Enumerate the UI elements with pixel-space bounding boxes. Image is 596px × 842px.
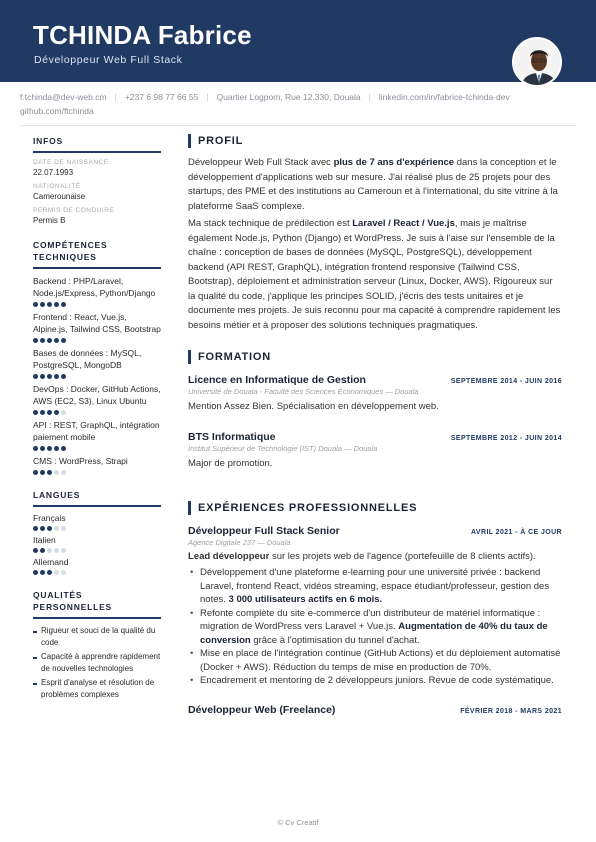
level-dot-filled (40, 338, 45, 343)
level-dots (33, 470, 161, 475)
header-divider (20, 125, 576, 126)
achievement-text: Refonte complète du site e-commerce d'un distributeur de matériel informatique : migration de WordPress vers Laravel + Vue.js. (200, 607, 541, 632)
profil-heading (188, 134, 562, 148)
profil-highlight: Laravel / React / Vue.js (352, 218, 455, 229)
level-dot-filled (47, 570, 52, 575)
quality-text: Rigueur et souci de la qualité du code (41, 626, 156, 647)
birth-value: 22.07.1993 (33, 168, 74, 177)
level-dot-filled (47, 526, 52, 531)
level-dot-filled (61, 446, 66, 451)
dash-bullet-icon (33, 631, 37, 633)
heading-accent-bar (188, 134, 191, 148)
level-dot-filled (47, 470, 52, 475)
profil-highlight: plus de 7 ans d'expérience (333, 157, 455, 168)
level-dots (33, 338, 161, 343)
level-dot-filled (33, 374, 38, 379)
license-value: Permis B (33, 216, 66, 225)
level-dot-filled (54, 446, 59, 451)
footer-credit: © Cv Creatif (277, 818, 319, 827)
infos-heading: INFOS (33, 135, 161, 153)
skill-label: CMS : WordPress, Strapi (33, 456, 128, 466)
level-dot-filled (40, 410, 45, 415)
profil-text: Ma stack technique de prédilection est (188, 218, 353, 229)
profil-text: , mais je maîtrise également Node.js, Python (Django) et WordPress. Je suis à l'aise sur l'ensemble de la chaîne : conception de bases de données (MySQL, PostgreSQL), développement backend (API REST, GraphQL), intégration frontend responsive (Tailwind CSS, Bootstrap), déploiement et administration serveur (Linux, Docker, AWS). Rigoureux sur la qualité du code, j'applique les principes SOLID, j'écris des tests unitaires et je documente mes projets. Je suis reconnu pour ma capacité à comprendre rapidement les besoins métier et à proposer des solutions techniques pragmatiques. (188, 218, 561, 331)
quality-text: Capacité à apprendre rapidement de nouvelles technologies (41, 652, 161, 673)
entry-institution: Institut Supérieur de Technologie (IST) Douala — Douala (188, 444, 378, 453)
experience-entry (188, 704, 562, 716)
achievement-text: Développement d'une plateforme e-learning pour une université privée : backend Laravel, frontend React, vidéos streaming, espace étudiant/professeur, gestion des notes. (200, 567, 550, 605)
main-content (188, 134, 562, 716)
level-dot-filled (61, 302, 66, 307)
level-dot-empty (47, 548, 52, 553)
entry-institution: Université de Douala - Faculté des Sciences Économiques — Douala (188, 387, 419, 396)
level-dot-filled (40, 446, 45, 451)
entry-date: SEPTEMBRE 2012 - JUIN 2014 (450, 435, 562, 442)
entry-title: BTS Informatique (188, 431, 276, 443)
level-dot-empty (61, 470, 66, 475)
formation-entry (188, 431, 562, 471)
language-label: Français (33, 513, 66, 523)
entry-title: Développeur Web (Freelance) (188, 703, 336, 716)
contact-info: f.tchinda@dev-web.cm | +237 6 98 77 66 55 | Quartier Logpom, Rue 12.330, Douala | linkedin.com/in/fabrice-tchinda-dev github.com/ftchinda (20, 92, 510, 116)
level-dot-empty (61, 548, 66, 553)
quality-item (33, 625, 161, 648)
nationality-label: NATIONALITÉ (33, 183, 81, 190)
level-dot-filled (61, 374, 66, 379)
language-label: Allemand (33, 557, 69, 567)
phone-text: +237 6 98 77 66 55 (124, 92, 199, 102)
level-dot-filled (40, 526, 45, 531)
skill-label: Backend : PHP/Laravel, Node.js/Express, Python/Django (33, 276, 156, 298)
level-dot-filled (33, 338, 38, 343)
language-label: Italien (33, 535, 56, 545)
entry-date: AVRIL 2021 - À CE JOUR (470, 529, 562, 536)
experience-entry (188, 525, 562, 688)
candidate-name: TCHINDA Fabrice (33, 20, 252, 50)
level-dot-empty (54, 570, 59, 575)
entry-title: Licence en Informatique de Gestion (188, 374, 366, 386)
profile-photo (512, 37, 562, 87)
level-dot-filled (54, 338, 59, 343)
level-dot-empty (61, 570, 66, 575)
skill-label: Frontend : React, Vue.js, Alpine.js, Tailwind CSS, Bootstrap (33, 312, 161, 334)
heading-accent-bar (188, 501, 191, 515)
qualities-heading: QUALITÉS PERSONNELLES (33, 589, 161, 619)
level-dot-filled (33, 470, 38, 475)
level-dot-filled (40, 302, 45, 307)
lead-highlight: Lead développeur (188, 551, 270, 562)
level-dot-filled (47, 338, 52, 343)
license-label: PERMIS DE CONDUIRE (33, 207, 115, 214)
entry-description: Mention Assez Bien. Spécialisation en développement web. (188, 401, 439, 412)
achievement-text: grâce à l'optimisation du tunnel d'achat. (250, 634, 420, 646)
level-dot-empty (61, 526, 66, 531)
entry-date: FÉVRIER 2018 - MARS 2021 (460, 707, 562, 715)
formation-heading (188, 350, 562, 364)
level-dots (33, 548, 161, 553)
level-dot-filled (33, 570, 38, 575)
level-dot-filled (33, 446, 38, 451)
languages-heading: LANGUES (33, 489, 161, 507)
level-dot-empty (54, 548, 59, 553)
quality-item (33, 677, 161, 700)
entry-description (188, 550, 562, 564)
level-dot-filled (61, 338, 66, 343)
level-dot-filled (40, 570, 45, 575)
level-dot-empty (61, 410, 66, 415)
level-dot-filled (33, 548, 38, 553)
achievement-list (188, 566, 562, 688)
experiences-heading (188, 501, 562, 515)
lead-text: sur les projets web de l'agence (portefeuille de 8 clients actifs). (269, 551, 536, 562)
achievement-item: • Mise en place de l'intégration continue (GitHub Actions) et du déploiement automatisé (Docker + AWS). Réduction du temps de mise en production de 70%. (188, 647, 562, 674)
dash-bullet-icon (33, 657, 37, 659)
linkedin-link[interactable]: linkedin.com/in/fabrice-tchinda-dev (378, 92, 510, 102)
level-dot-filled (40, 470, 45, 475)
quality-text: Esprit d'analyse et résolution de problèmes complexes (41, 678, 155, 699)
email-link[interactable]: f.tchinda@dev-web.cm (20, 92, 107, 102)
level-dot-filled (54, 410, 59, 415)
level-dot-filled (47, 374, 52, 379)
qualities-list (33, 625, 161, 700)
level-dots (33, 302, 161, 307)
level-dot-filled (40, 374, 45, 379)
birth-label: DATE DE NAISSANCE (33, 159, 109, 166)
level-dots (33, 570, 161, 575)
quality-item (33, 651, 161, 674)
achievement-highlight: Augmentation de 40% du taux de conversion (200, 621, 548, 646)
achievement-item: • Encadrement et mentoring de 2 développeurs juniors. Revue de code systématique. (188, 674, 562, 688)
skills-heading: COMPÉTENCES TECHNIQUES (33, 239, 161, 269)
languages-list (33, 513, 161, 575)
formation-entry (188, 374, 562, 414)
level-dots (33, 446, 161, 451)
level-dots (33, 374, 161, 379)
entry-title: Développeur Full Stack Senior (188, 525, 340, 537)
level-dots (33, 410, 161, 415)
level-dot-filled (33, 526, 38, 531)
profil-text: dans la conception et le développement d'applications web sur mesure. J'ai réalisé plus de 25 projets pour des startups, des PME et des institutions au Cameroun et à l'international, du site vitrine à la plateforme SaaS complexe. (188, 157, 558, 212)
profil-title: PROFIL (198, 135, 244, 147)
level-dots (33, 526, 161, 531)
sidebar (33, 135, 161, 703)
achievement-item (188, 566, 562, 607)
github-link[interactable]: github.com/ftchinda (20, 106, 94, 116)
entry-date: SEPTEMBRE 2014 - JUIN 2016 (450, 378, 562, 385)
level-dot-filled (33, 302, 38, 307)
dash-bullet-icon (33, 683, 37, 685)
entry-description: Major de promotion. (188, 458, 273, 469)
header-banner (0, 0, 596, 82)
entry-company: Agence Digitale 237 — Douala (188, 538, 291, 547)
profil-paragraph-1 (188, 156, 562, 214)
experiences-title: EXPÉRIENCES PROFESSIONNELLES (198, 502, 418, 514)
achievement-highlight: 3 000 utilisateurs actifs en 6 mois. (228, 594, 383, 605)
profil-text: Développeur Web Full Stack avec (188, 157, 334, 168)
level-dot-filled (47, 410, 52, 415)
level-dot-filled (47, 302, 52, 307)
job-title: Développeur Web Full Stack (34, 54, 183, 66)
nationality-value: Camerounaise (33, 192, 86, 201)
achievement-item (188, 607, 562, 648)
skill-label: API : REST, GraphQL, intégration paiement mobile (33, 420, 160, 442)
address-text: Quartier Logpom, Rue 12.330, Douala (216, 92, 361, 102)
level-dot-empty (54, 470, 59, 475)
profil-paragraph-2 (188, 217, 562, 333)
skills-list (33, 275, 161, 475)
level-dot-filled (33, 410, 38, 415)
heading-accent-bar (188, 350, 191, 364)
skill-label: DevOps : Docker, GitHub Actions, AWS (EC2, S3), Linux Ubuntu (33, 384, 161, 406)
level-dot-filled (54, 374, 59, 379)
skill-label: Bases de données : MySQL, PostgreSQL, MongoDB (33, 348, 142, 370)
formation-title: FORMATION (198, 351, 271, 363)
level-dot-filled (54, 302, 59, 307)
level-dot-filled (47, 446, 52, 451)
level-dot-filled (40, 548, 45, 553)
level-dot-empty (54, 526, 59, 531)
